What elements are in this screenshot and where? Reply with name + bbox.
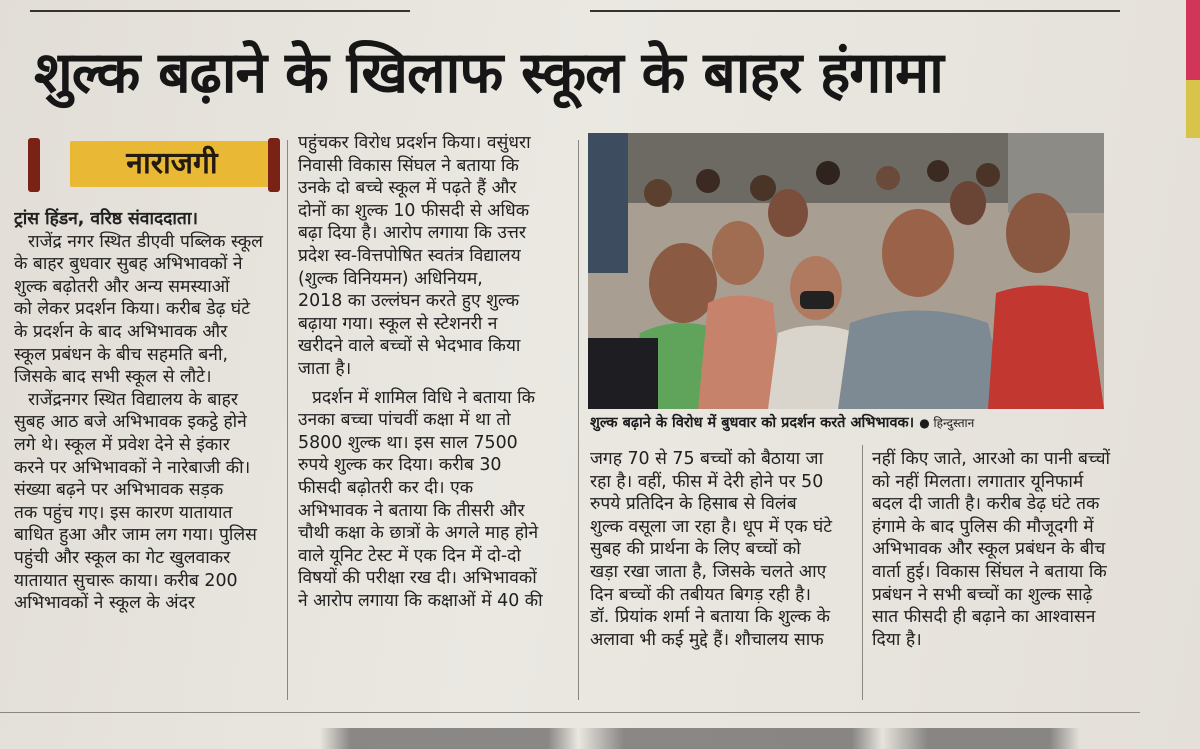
text-line: विषयों की परीक्षा रख दी। अभिभावकों: [298, 568, 537, 589]
text-line: रुपये प्रतिदिन के हिसाब से विलंब: [590, 494, 797, 515]
text-line: पहुंची और स्कूल का गेट खुलवाकर: [14, 547, 231, 568]
column-1: [14, 208, 276, 698]
column-2: [298, 132, 568, 698]
text-line: तक पहुंच गए। इस कारण यातायात: [14, 502, 233, 523]
text-line: 2018 का उल्लंघन करते हुए शुल्क: [298, 291, 520, 312]
text-line: डॉ. प्रियांक शर्मा ने बताया कि शुल्क के: [590, 607, 830, 628]
text-line: उनका बच्चा पांचवीं कक्षा में था तो: [298, 410, 511, 431]
text-line: (शुल्क विनियमन) अधिनियम,: [298, 268, 483, 289]
text-line: यातायात सुचारू काया। करीब 200: [14, 570, 238, 591]
text-line: संख्या बढ़ने पर अभिभावक सड़क: [14, 480, 224, 501]
column-divider: [287, 140, 288, 700]
category-tag: [28, 138, 280, 192]
text-line: प्रबंधन ने सभी बच्चों का शुल्क साढ़े: [872, 584, 1093, 605]
text-line: बढ़ाया गया। स्कूल से स्टेशनरी न: [298, 313, 498, 334]
column-divider: [578, 140, 579, 700]
text-line: दिन बच्चों की तबीयत बिगड़ रही है।: [590, 584, 812, 605]
text-line: जगह 70 से 75 बच्चों को बैठाया जा: [590, 449, 824, 469]
text-line: राजेंद्रनगर स्थित विद्यालय के बाहर: [28, 389, 239, 410]
tag-bar-right: [268, 138, 280, 192]
text-line: को लेकर प्रदर्शन किया। करीब डेढ़ घंटे: [14, 299, 250, 320]
text-line: के बाहर बुधवार सुबह अभिभावकों ने: [14, 254, 243, 275]
bottom-divider: [0, 712, 1140, 713]
text-line: दोनों का शुल्क 10 फीसदी से अधिक: [298, 200, 530, 221]
text-line: अभिभावकों ने स्कूल के अंदर: [14, 593, 195, 614]
text-line: बढ़ा दिया है। आरोप लगाया कि उत्तर: [298, 223, 527, 244]
text-line: वार्ता हुई। विकास सिंघल ने बताया कि: [872, 561, 1107, 582]
text-line: अभिभावक ने बताया कि तीसरी और: [298, 500, 525, 521]
text-line: शुल्क बढ़ोतरी और अन्य समस्याओं: [14, 276, 230, 297]
text-line: प्रदर्शन में शामिल विधि ने बताया कि: [312, 387, 536, 408]
text-line: प्रदेश स्व-वित्तपोषित स्वतंत्र विद्यालय: [298, 245, 521, 266]
text-line: दिया है।: [872, 629, 922, 650]
text-line: करने पर अभिभावकों ने नारेबाजी की।: [14, 457, 251, 478]
text-line: चौथी कक्षा के छात्रों के अगले माह होने: [298, 523, 539, 544]
photo-caption: [590, 412, 1110, 432]
text-line: रुपये शुल्क कर दिया। करीब 30: [298, 455, 502, 476]
text-line: खड़ा रखा जाता है, जिसके चलते आए: [590, 561, 827, 582]
text-line: को नहीं मिलता। लगातार यूनिफार्म: [872, 471, 1084, 492]
page-edge-color-2: [1186, 0, 1200, 80]
top-divider: [30, 10, 410, 12]
text-line: हंगामे के बाद पुलिस की मौजूदगी में: [872, 516, 1094, 537]
byline: ट्रांस हिंडन, वरिष्ठ संवाददाता।: [14, 209, 198, 229]
column-divider: [862, 445, 863, 700]
column-4: [872, 448, 1140, 698]
text-line: अलावा भी कई मुद्दे हैं। शौचालय साफ: [590, 629, 824, 650]
text-line: पहुंचकर विरोध प्रदर्शन किया। वसुंधरा: [298, 133, 531, 153]
text-line: वाले यूनिट टेस्ट में एक दिन में दो-दो: [298, 545, 521, 566]
text-line: लगे थे। स्कूल में प्रवेश देने से इंकार: [14, 434, 230, 455]
tag-bar-left: [28, 138, 40, 192]
text-line: जिसके बाद सभी स्कूल से लौटे।: [14, 367, 212, 388]
text-line: उनके दो बच्चे स्कूल में पढ़ते हैं और: [298, 178, 517, 199]
text-line: अभिभावक और स्कूल प्रबंधन के बीच: [872, 539, 1106, 560]
text-line: खरीदने वाले बच्चों से भेदभाव किया: [298, 336, 521, 357]
text-line: बदल दी जाती है। करीब डेढ़ घंटे तक: [872, 494, 1100, 515]
news-photo: [588, 133, 1104, 409]
tag-label: नाराजगी: [70, 141, 274, 187]
text-line: सात फीसदी ही बढ़ाने का आश्वासन: [872, 607, 1096, 628]
text-line: ने आरोप लगाया कि कक्षाओं में 40 की: [298, 590, 543, 611]
text-line: शुल्क वसूला जा रहा है। धूप में एक घंटे: [590, 516, 833, 537]
text-line: के प्रदर्शन के बाद अभिभावक और: [14, 321, 228, 342]
text-line: बाधित हुआ और जाम लग गया। पुलिस: [14, 525, 257, 546]
text-line: नहीं किए जाते, आरओ का पानी बच्चों: [872, 449, 1110, 469]
text-line: फीसदी बढ़ोतरी कर दी। एक: [298, 477, 474, 498]
text-line: स्कूल प्रबंधन के बीच सहमति बनी,: [14, 344, 228, 365]
next-article-heading-fragment: [320, 728, 1080, 749]
text-line: जाता है।: [298, 358, 352, 379]
text-line: रहा है। वहीं, फीस में देरी होने पर 50: [590, 471, 824, 492]
text-line: 5800 शुल्क था। इस साल 7500: [298, 432, 518, 453]
text-line: राजेंद्र नगर स्थित डीएवी पब्लिक स्कूल: [28, 231, 263, 252]
photo-credit: ● हिन्दुस्तान: [919, 416, 975, 430]
top-divider-right: [590, 10, 1120, 12]
text-line: सुबह की प्रार्थना के लिए बच्चों को: [590, 539, 801, 560]
column-3: [590, 448, 856, 698]
text-line: निवासी विकास सिंघल ने बताया कि: [298, 155, 519, 176]
headline: शुल्क बढ़ाने के खिलाफ स्कूल के बाहर हंगामा: [34, 40, 943, 106]
text-line: सुबह आठ बजे अभिभावक इकट्ठे होने: [14, 412, 247, 433]
caption-text: शुल्क बढ़ाने के विरोध में बुधवार को प्रदर्शन करते अभिभावक।: [590, 415, 915, 431]
protest-crowd-image: [588, 133, 1104, 409]
